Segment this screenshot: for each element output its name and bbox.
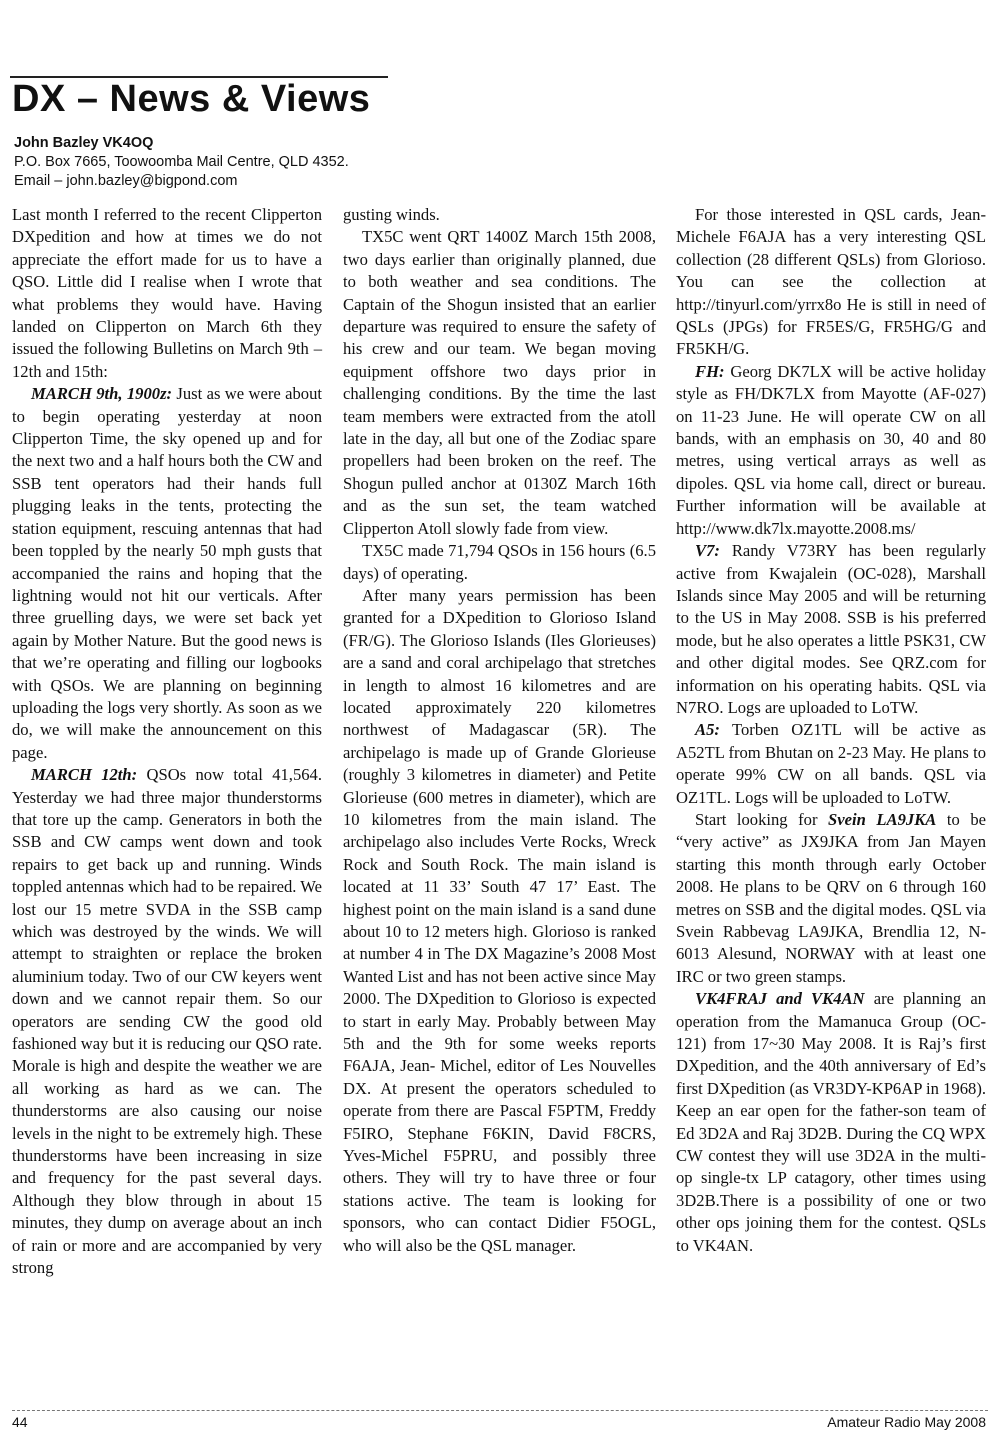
paragraph — [676, 809, 986, 988]
paragraph-text: Georg DK7LX will be active holiday style as FH/DK7LX from Mayotte (AF-027) on 11-23 June. He will operate CW on all bands, with an emphasis on 30, 40 and 80 metres, using vertical arrays as well as dipoles. QSL via home call, direct or bureau. Further information will be available at http://www.dk7lx.mayotte.2008.ms/ — [676, 361, 986, 538]
paragraph — [12, 764, 322, 1279]
paragraph-text: are planning an operation from the Mamanuca Group (OC-121) from 17~30 May 2008. It is Raj’s first DXpedition, and the 40th anniversary of Ed’s first DXpedition (as VR3DY-KP6AP in 1968). Keep an ear open for the father-son team of Ed 3D2A and Raj 3D2B. During the CQ WPX CW contest they will use 3D2A in the multi-op single-tx LP catagory, other times using 3D2B.There is a possibility of one or two other ops joining them for the contest. QSLs to VK4AN. — [676, 989, 986, 1255]
paragraph: For those interested in QSL cards, Jean-Michele F6AJA has a very interesting QSL collection (28 different QSLs) from Glorioso. You can see the collection at http://tinyurl.com/yrrx8o He is still in need of QSLs (JPGs) for FR5ES/G, FR5HG/G and FR5KH/G. — [676, 205, 986, 359]
paragraph — [676, 361, 986, 540]
author-block — [14, 134, 349, 191]
paragraph-text: QSOs now total 41,564. Yesterday we had three major thunderstorms that tore up the camp. Generators in both the SSB and CW camps went down and took repairs to get back up and running. Winds toppled antennas which had to be repaired. We lost our 15 metre SVDA in the SSB camp which was destroyed by the winds. We will attempt to straighten or replace the broken aluminium today. Two of our CW keyers went down and we cannot repair them. So our operators are sending CW the good old fashioned way but it is reducing our QSO rate. Morale is high and despite the weather we are all working as hard as we can. The thunderstorms are also causing our noise levels in the night to be extremely high. These thunderstorms have been increasing in size and frequency for the past several days. Although they blow through in about 15 minutes, they dump on average about an inch of rain or more and are accompanied by very strong — [12, 765, 322, 1278]
footer-rule — [12, 1410, 988, 1411]
paragraph — [676, 988, 986, 1257]
column-2 — [343, 204, 656, 1257]
paragraph: Last month I referred to the recent Clipperton DXpedition and how at times we do not appreciate the effort made for us to have a QSO. Little did I realise when I wrote that what problems they would have. Having landed on Clipperton on March 6th they issued the following Bulletins on March 9th – 12th and 15th: — [12, 205, 322, 381]
magazine-issue: Amateur Radio May 2008 — [827, 1414, 986, 1430]
column-3 — [676, 204, 986, 1257]
callsign-heading: VK4FRAJ and VK4AN — [695, 989, 865, 1009]
paragraph-text: Randy V73RY has been regularly active from Kwajalein (OC-028), Marshall Islands since May 2005 and will be returning to the US in May 2008. SSB is his preferred mode, but he also operates a little PSK31, CW and other digital modes. See QRZ.com for information on his operating habits. QSL via N7RO. Logs are uploaded to LoTW. — [676, 541, 986, 717]
paragraph-text: Just as we were about to begin operating yesterday at noon Clipperton Time, the sky opened up and for the next two and a half hours both the CW and SSB tent operators had their hands full plugging leaks in the tents, protecting the station equipment, rescuing antennas that had been toppled by the nearly 50 mph gusts that accompanied the rains and hoping that the lightning would not hit our verticals. After three gruelling days, we were set back yet again by Mother Nature. But the good news is that we’re operating and filling our logbooks with QSOs. We are planning on beginning uploading the logs very shortly. As soon as we do, we will make the announcement on this page. — [12, 384, 322, 762]
author-address: P.O. Box 7665, Toowoomba Mail Centre, QLD 4352. — [14, 154, 349, 170]
prefix-heading: V7: — [695, 541, 720, 561]
paragraph — [676, 719, 986, 809]
prefix-heading: A5: — [695, 720, 720, 740]
paragraph-text: to be “very active” as JX9JKA from Jan Mayen starting this month through early October 2008. He plans to be QRV on 6 through 160 metres on SSB and the digital modes. QSL via Svein Rabbevag LA9JKA, Brendlia 12, N-6013 Alesund, NORWAY with at least one IRC or two green stamps. — [676, 809, 986, 986]
paragraph — [676, 540, 986, 719]
page-number: 44 — [12, 1414, 28, 1430]
paragraph: gusting winds. — [343, 205, 440, 224]
paragraph: After many years permission has been granted for a DXpedition to Glorioso Island (FR/G). The Glorioso Islands (Iles Glorieuses) are a sand and coral archipelago that stretches in length to almost 16 kilometres and are located approximately 220 kilometres northwest of Madagascar (5R). The archipelago is made up of Grande Glorieuse (roughly 3 kilometres in diameter) and Petite Glorieuse (600 metres in diameter), which are 10 kilometres from the main island. The archipelago also includes Verte Rocks, Wreck Rock and South Rock. The main island is located at 11 33’ South 47 17’ East. The highest point on the main island is a sand dune about 10 to 12 meters high. Glorioso is ranked at number 4 in The DX Magazine’s 2008 Most Wanted List and has not been active since May 2000. The DXpedition to Glorioso is expected to start in early May. Probably between May 5th and the 9th for some weeks reports F6AJA, Jean- Michel, editor of Les Nouvelles DX. At present the operators scheduled to operate from there are Pascal F5PTM, Freddy F5IRO, Stephane F6KIN, David F8CRS, Yves-Michel F5PRU, and possibly three others. They will try to have three or four stations active. The team is looking for sponsors, who can contact Didier F5OGL, who will also be the QSL manager. — [343, 585, 656, 1255]
bulletin-heading: MARCH 9th, 1900z: — [31, 384, 173, 404]
author-email: Email – john.bazley@bigpond.com — [14, 173, 238, 189]
paragraph-text: Start looking for — [695, 809, 829, 829]
paragraph-text: Torben OZ1TL will be active as A52TL from Bhutan on 2-23 May. He plans to operate 99% CW on all bands. QSL via OZ1TL. Logs will be uploaded to LoTW. — [676, 720, 986, 807]
prefix-heading: FH: — [695, 361, 725, 381]
author-name: John Bazley VK4OQ — [14, 135, 154, 151]
paragraph: TX5C went QRT 1400Z March 15th 2008, two days earlier than originally planned, due to both weather and sea conditions. The Captain of the Shogun insisted that an earlier departure was required to ensure the safety of his crew and our team. We began moving equipment offshore two days prior in challenging conditions. By the time the last team members were extracted from the atoll late in the day, all but one of the Zodiac spare propellers had been broken on the reef. The Shogun pulled anchor at 0130Z March 16th and as the sun set, the team watched Clipperton Atoll slowly fade from view. — [343, 227, 656, 538]
paragraph: TX5C made 71,794 QSOs in 156 hours (6.5 days) of operating. — [343, 541, 656, 583]
callsign-heading: Svein LA9JKA — [828, 809, 937, 829]
bulletin-heading: MARCH 12th: — [31, 765, 138, 785]
paragraph — [12, 383, 322, 764]
page-title: DX – News & Views — [12, 78, 371, 120]
column-1 — [12, 204, 322, 1280]
